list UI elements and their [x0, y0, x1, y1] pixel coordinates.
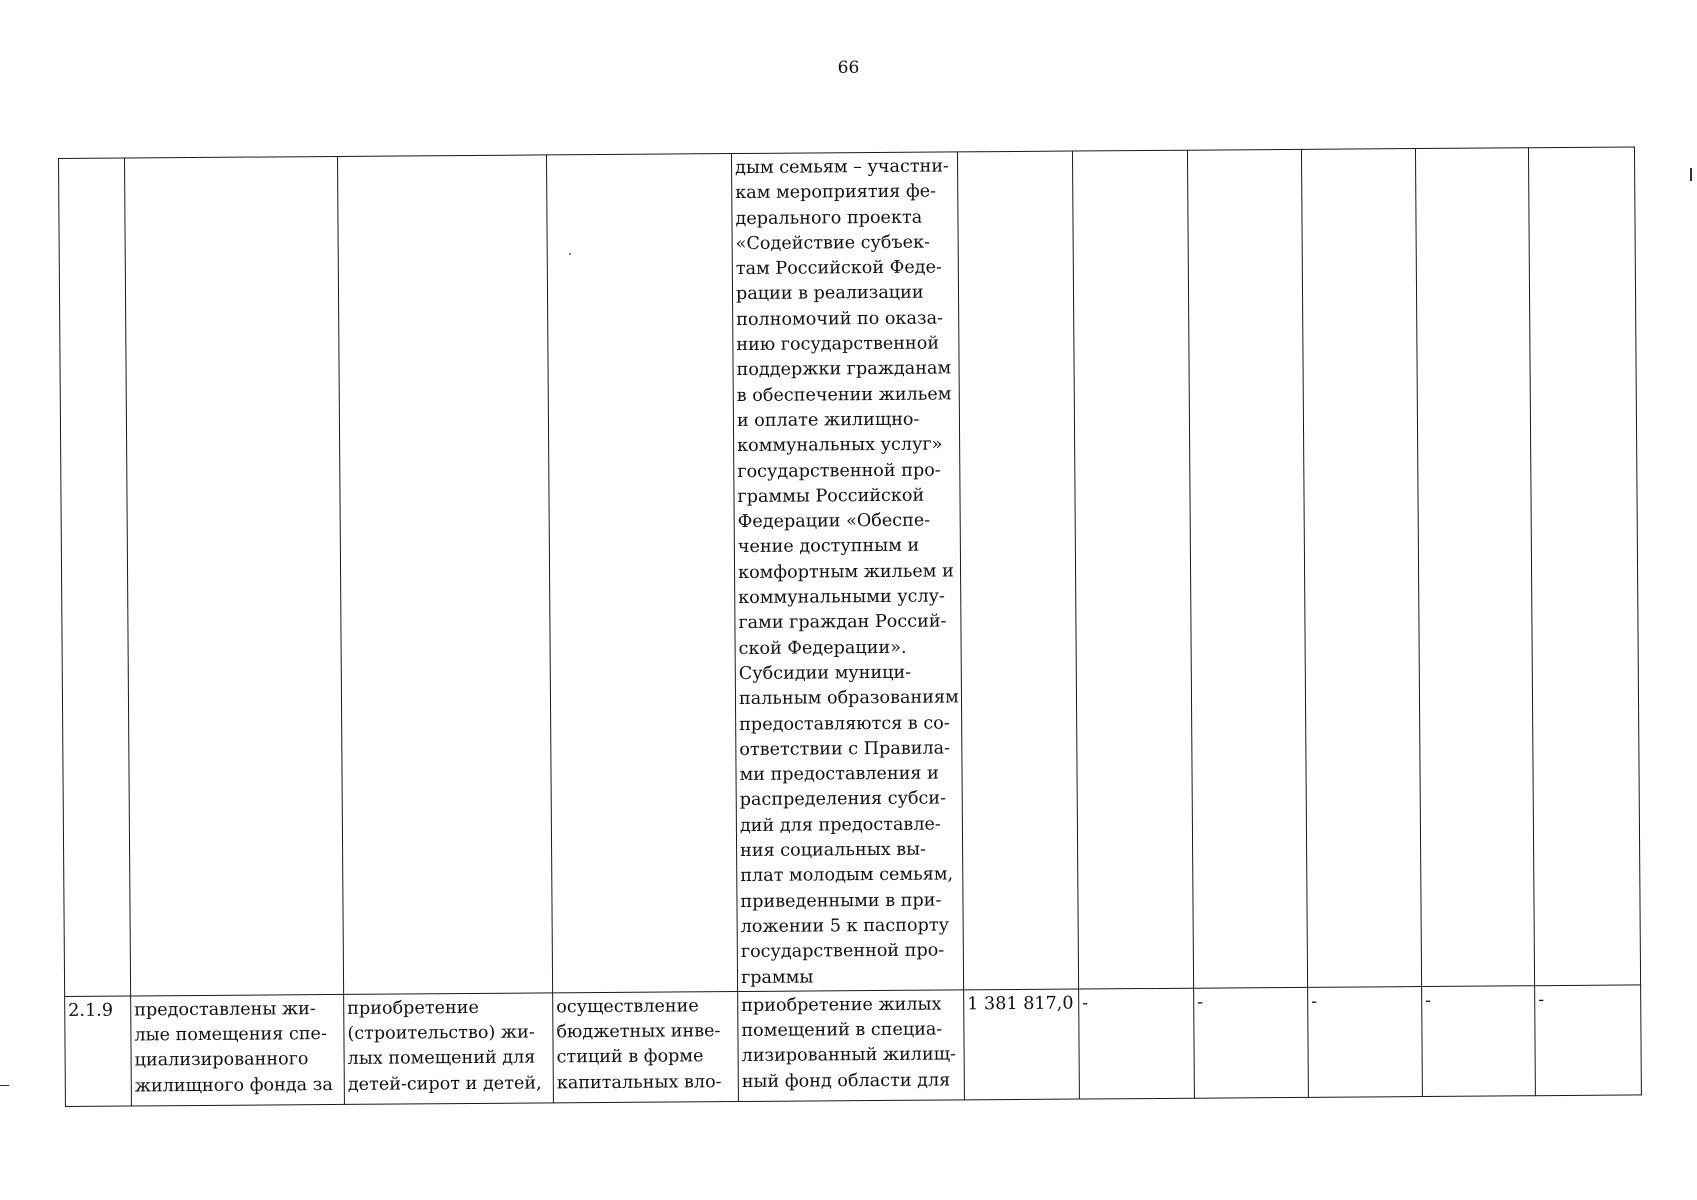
table-cell-value [1187, 149, 1307, 988]
table-cell-result [131, 994, 345, 1106]
table-cell-value: - [1308, 986, 1423, 1097]
table-cell-description [731, 152, 963, 991]
table-cell-number [59, 158, 131, 996]
measure-line: (строительство) жи- [347, 1022, 535, 1044]
table-cell-value: - [1079, 988, 1195, 1099]
table-cell-value: - [1194, 987, 1309, 1098]
description-line: граммы [740, 966, 814, 988]
description-line: чение доступным и [737, 536, 920, 558]
table-cell-result [125, 156, 344, 995]
description-line: полномочий по оказа- [736, 308, 944, 330]
result-line: предоставлены жи- [134, 998, 316, 1021]
result-line: жилищного фонда за [134, 1074, 333, 1097]
description-line: ния социальных вы- [740, 839, 927, 862]
description-line: гами граждан Россий- [738, 611, 947, 634]
measure-line: детей-сирот и детей, [347, 1073, 542, 1095]
measures-table [58, 146, 1642, 1106]
table-cell-value: - [1535, 985, 1642, 1096]
table-cell-value: 1 381 817,0 [964, 989, 1080, 1100]
description-line: распределения субси- [739, 788, 947, 811]
description-line: помещений в специа- [741, 1019, 943, 1042]
description-line: дым семьям – участни- [735, 156, 950, 179]
measure-line: лых помещений для [347, 1047, 536, 1070]
description-line: ный фонд области для [741, 1070, 951, 1092]
description-line: пальным образованиям [738, 687, 959, 710]
description-line: Субсидии муници- [738, 662, 912, 684]
description-line: плат молодым семьям, [740, 864, 954, 887]
description-line: лизированный жилищ- [741, 1044, 957, 1067]
table-cell-number: 2.1.9 [65, 996, 132, 1106]
table-cell-measure [337, 155, 552, 994]
description-line: граммы Российской [737, 485, 925, 507]
table-cell-value: - [1422, 985, 1536, 1096]
description-line: приобретение жилых [741, 994, 942, 1016]
mechanism-line: капитальных вло- [556, 1071, 722, 1094]
table-cell-value [1528, 147, 1640, 986]
description-line: ответствии с Правила- [739, 738, 951, 760]
description-line: государственной про- [740, 940, 945, 963]
description-line: там Российской Феде- [735, 257, 942, 280]
description-line: Федерации «Обеспе- [737, 510, 931, 533]
description-line: рации в реализации [735, 283, 924, 305]
description-line: государственной про- [737, 460, 941, 482]
description-line: «Содействие субъек- [735, 232, 931, 254]
table-cell-value [1301, 149, 1421, 988]
table-cell-value [1415, 148, 1534, 987]
description-line: поддержки гражданам [736, 358, 952, 381]
table-cell-value [957, 151, 1078, 990]
description-line: и оплате жилищно- [736, 409, 920, 431]
description-line: дий для предоставле- [739, 814, 941, 836]
table-cell-measure [344, 993, 554, 1105]
mechanism-line: стиций в форме [556, 1046, 704, 1068]
description-line: коммунальных услуг» [737, 434, 943, 457]
description-line: ложении 5 к паспорту [740, 915, 949, 937]
description-line: ми предоставления и [739, 763, 939, 786]
result-line: лые помещения спе- [134, 1024, 327, 1046]
page-number: 66 [837, 58, 860, 78]
description-line: в обеспечении жильем [736, 384, 952, 406]
scan-edge-mark [1690, 168, 1692, 181]
scan-margin-mark [0, 1085, 9, 1086]
description-line: коммунальными услу- [738, 586, 946, 609]
table-cell-mechanism [546, 154, 737, 993]
description-line: дерального проекта [735, 207, 923, 229]
mechanism-line: бюджетных инве- [556, 1021, 721, 1043]
measure-line: приобретение [347, 997, 479, 1019]
description-line: нию государственной [736, 333, 940, 356]
mechanism-line: осуществление [556, 996, 699, 1018]
description-line: предоставляются в со- [739, 713, 950, 735]
description-line: комфортным жильем и [737, 561, 954, 583]
table-row [65, 985, 1642, 1107]
description-line: кам мероприятия фе- [735, 181, 937, 204]
description-line: приведенными в при- [740, 890, 942, 912]
table-row [59, 147, 1641, 996]
table-cell-description [738, 990, 965, 1102]
table-cell-value [1072, 150, 1193, 989]
table-cell-mechanism [553, 991, 739, 1102]
description-line: ской Федерации». [738, 637, 907, 659]
result-line: циализированного [134, 1049, 309, 1071]
